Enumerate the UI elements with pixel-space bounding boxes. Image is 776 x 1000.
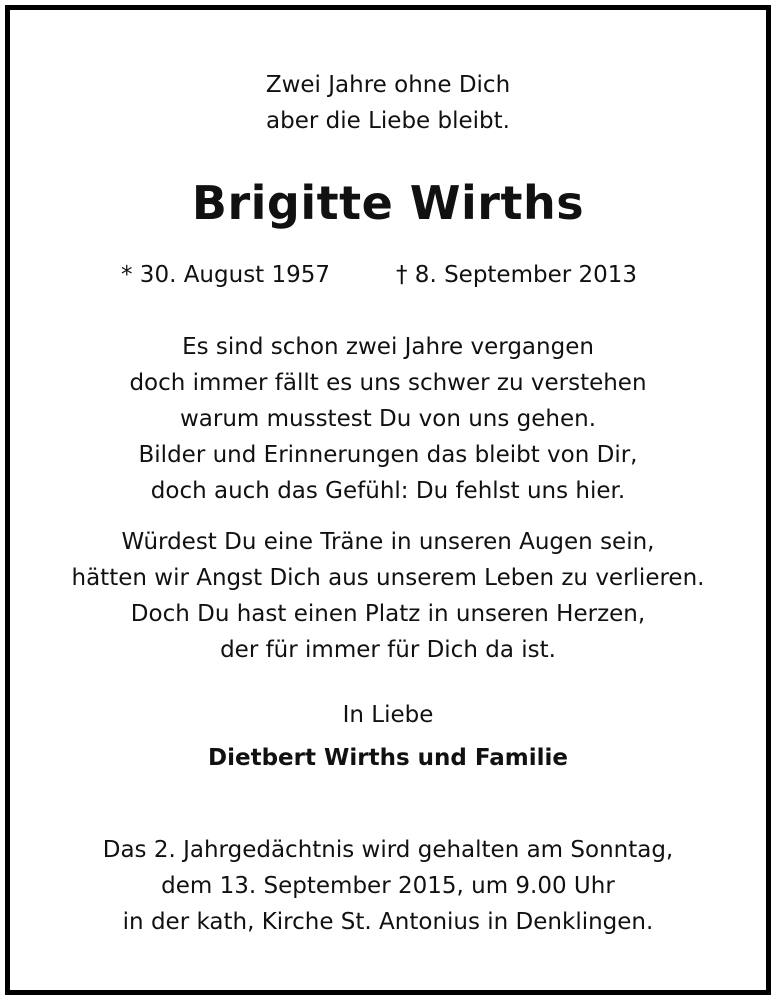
poem2-line-4: der für immer für Dich da ist.: [220, 637, 556, 663]
header-line-2: aber die Liebe bleibt.: [266, 108, 510, 134]
poem1-line-3: warum musstest Du von uns gehen.: [179, 406, 597, 432]
notice-line-3: in der kath, Kirche St. Antonius in Denklingen.: [122, 909, 654, 935]
header-line-1: Zwei Jahre ohne Dich: [265, 72, 511, 98]
poem2-line-3: Doch Du hast einen Platz in unseren Herzen,: [130, 601, 646, 627]
notice-line-2: dem 13. September 2015, um 9.00 Uhr: [161, 873, 615, 899]
poem1-line-2: doch immer fällt es uns schwer zu verstehen: [129, 370, 647, 396]
deceased-name: Brigitte Wirths: [191, 176, 585, 230]
poem2-line-1: Würdest Du eine Träne in unseren Augen sein,: [121, 529, 655, 555]
death-date: † 8. September 2013: [396, 262, 638, 288]
poem1-line-1: Es sind schon zwei Jahre vergangen: [182, 334, 594, 360]
poem2-line-2: hätten wir Angst Dich aus unserem Leben zu verlieren.: [71, 565, 705, 591]
birth-date: * 30. August 1957: [121, 262, 331, 288]
closing-in-liebe: In Liebe: [342, 702, 434, 728]
notice-line-1: Das 2. Jahrgedächtnis wird gehalten am Sonntag,: [102, 837, 674, 863]
closing-family: Dietbert Wirths und Familie: [208, 745, 568, 771]
poem1-line-5: doch auch das Gefühl: Du fehlst uns hier.: [150, 478, 626, 504]
poem1-line-4: Bilder und Erinnerungen das bleibt von Dir,: [138, 442, 638, 468]
